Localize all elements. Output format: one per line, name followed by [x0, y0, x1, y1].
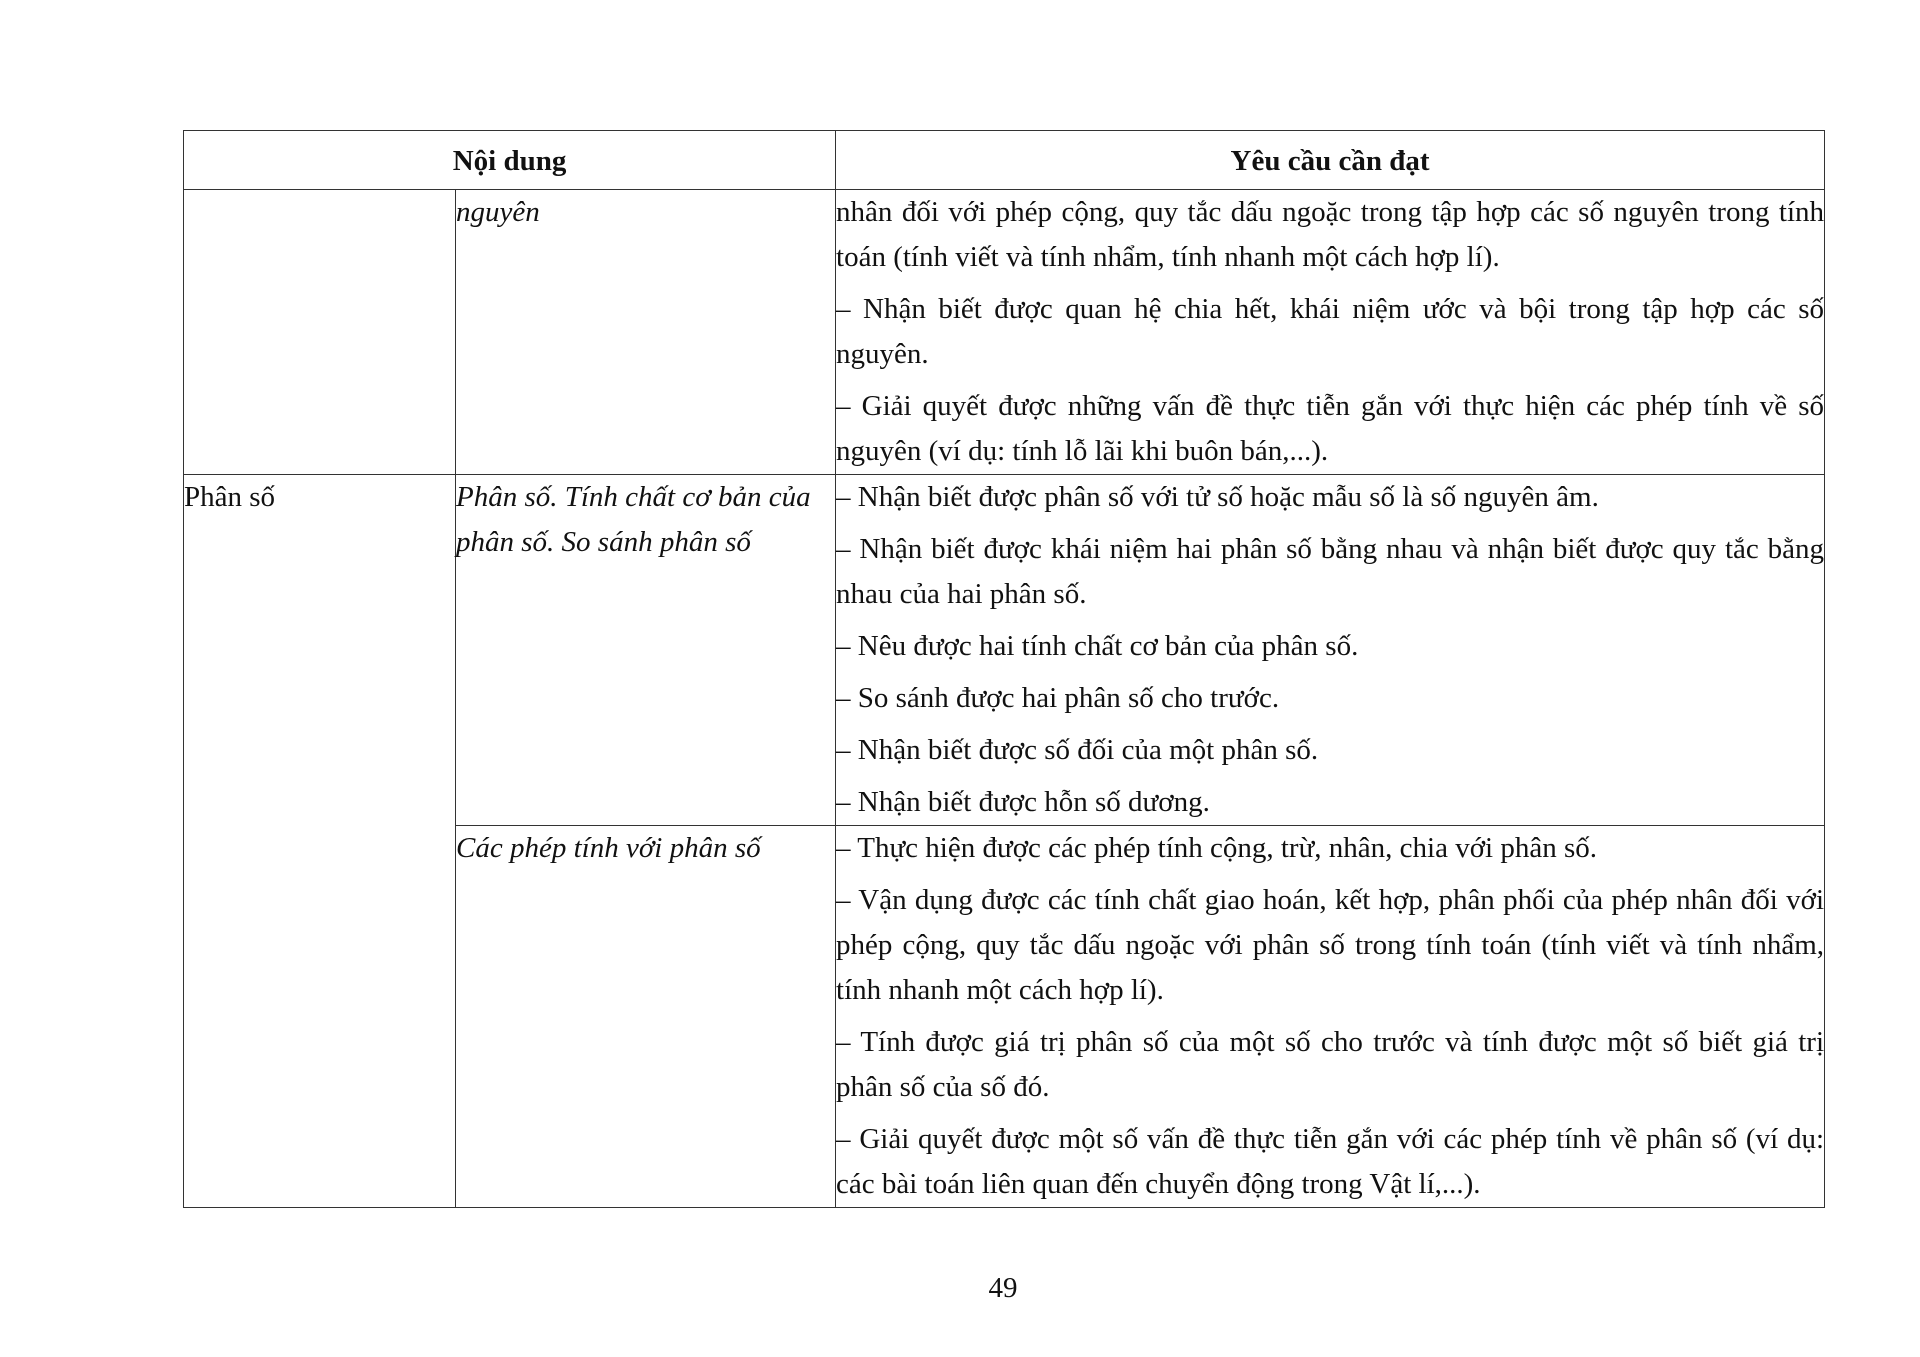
table-row: [184, 190, 1825, 475]
header-content: Nội dung: [184, 131, 836, 190]
table-header-row: [184, 131, 1825, 190]
requirements-cell: [836, 826, 1825, 1208]
topic-cell: [184, 190, 456, 475]
topic-cell: Phân số: [184, 475, 456, 1208]
page-number: 49: [988, 1272, 1018, 1304]
content-cell: nguyên: [456, 190, 836, 475]
requirement-item: – Giải quyết được một số vấn đề thực tiễn gắn với các phép tính về phân số (ví dụ: các bài toán liên quan đến chuyển động trong Vật lí,...).: [836, 1123, 1825, 1200]
curriculum-table: [183, 130, 1825, 1208]
requirement-item: – Nhận biết được phân số với tử số hoặc mẫu số là số nguyên âm.: [836, 481, 1599, 513]
requirement-item: – Giải quyết được những vấn đề thực tiễn gắn với thực hiện các phép tính về số nguyên (ví dụ: tính lỗ lãi khi buôn bán,...).: [836, 390, 1825, 467]
requirement-item: – Nhận biết được quan hệ chia hết, khái niệm ước và bội trong tập hợp các số nguyên.: [836, 293, 1825, 370]
content-cell: Các phép tính với phân số: [456, 826, 836, 1208]
requirement-item: – Vận dụng được các tính chất giao hoán, kết hợp, phân phối của phép nhân đối với phép cộng, quy tắc dấu ngoặc với phân số trong tính toán (tính viết và tính nhẩm, tính nhanh một cách hợp lí).: [836, 884, 1825, 1006]
requirements-cell: [836, 475, 1825, 826]
requirement-item: – Nhận biết được hỗn số dương.: [836, 786, 1210, 818]
requirements-cell: [836, 190, 1825, 475]
requirement-item: – Nhận biết được khái niệm hai phân số bằng nhau và nhận biết được quy tắc bằng nhau của hai phân số.: [836, 533, 1825, 610]
requirement-item: – Thực hiện được các phép tính cộng, trừ, nhân, chia với phân số.: [836, 832, 1598, 864]
table-row: [184, 475, 1825, 826]
content-cell: Phân số. Tính chất cơ bản của phân số. So sánh phân số: [456, 475, 836, 826]
requirement-item: – Nêu được hai tính chất cơ bản của phân số.: [836, 630, 1359, 662]
requirement-item: nhân đối với phép cộng, quy tắc dấu ngoặc trong tập hợp các số nguyên trong tính toán (tính viết và tính nhẩm, tính nhanh một cách hợp lí).: [836, 196, 1825, 273]
requirement-item: – Tính được giá trị phân số của một số cho trước và tính được một số biết giá trị phân số của số đó.: [836, 1026, 1825, 1103]
header-requirements: Yêu cầu cần đạt: [836, 131, 1825, 190]
requirement-item: – Nhận biết được số đối của một phân số.: [836, 734, 1319, 766]
requirement-item: – So sánh được hai phân số cho trước.: [836, 682, 1280, 714]
